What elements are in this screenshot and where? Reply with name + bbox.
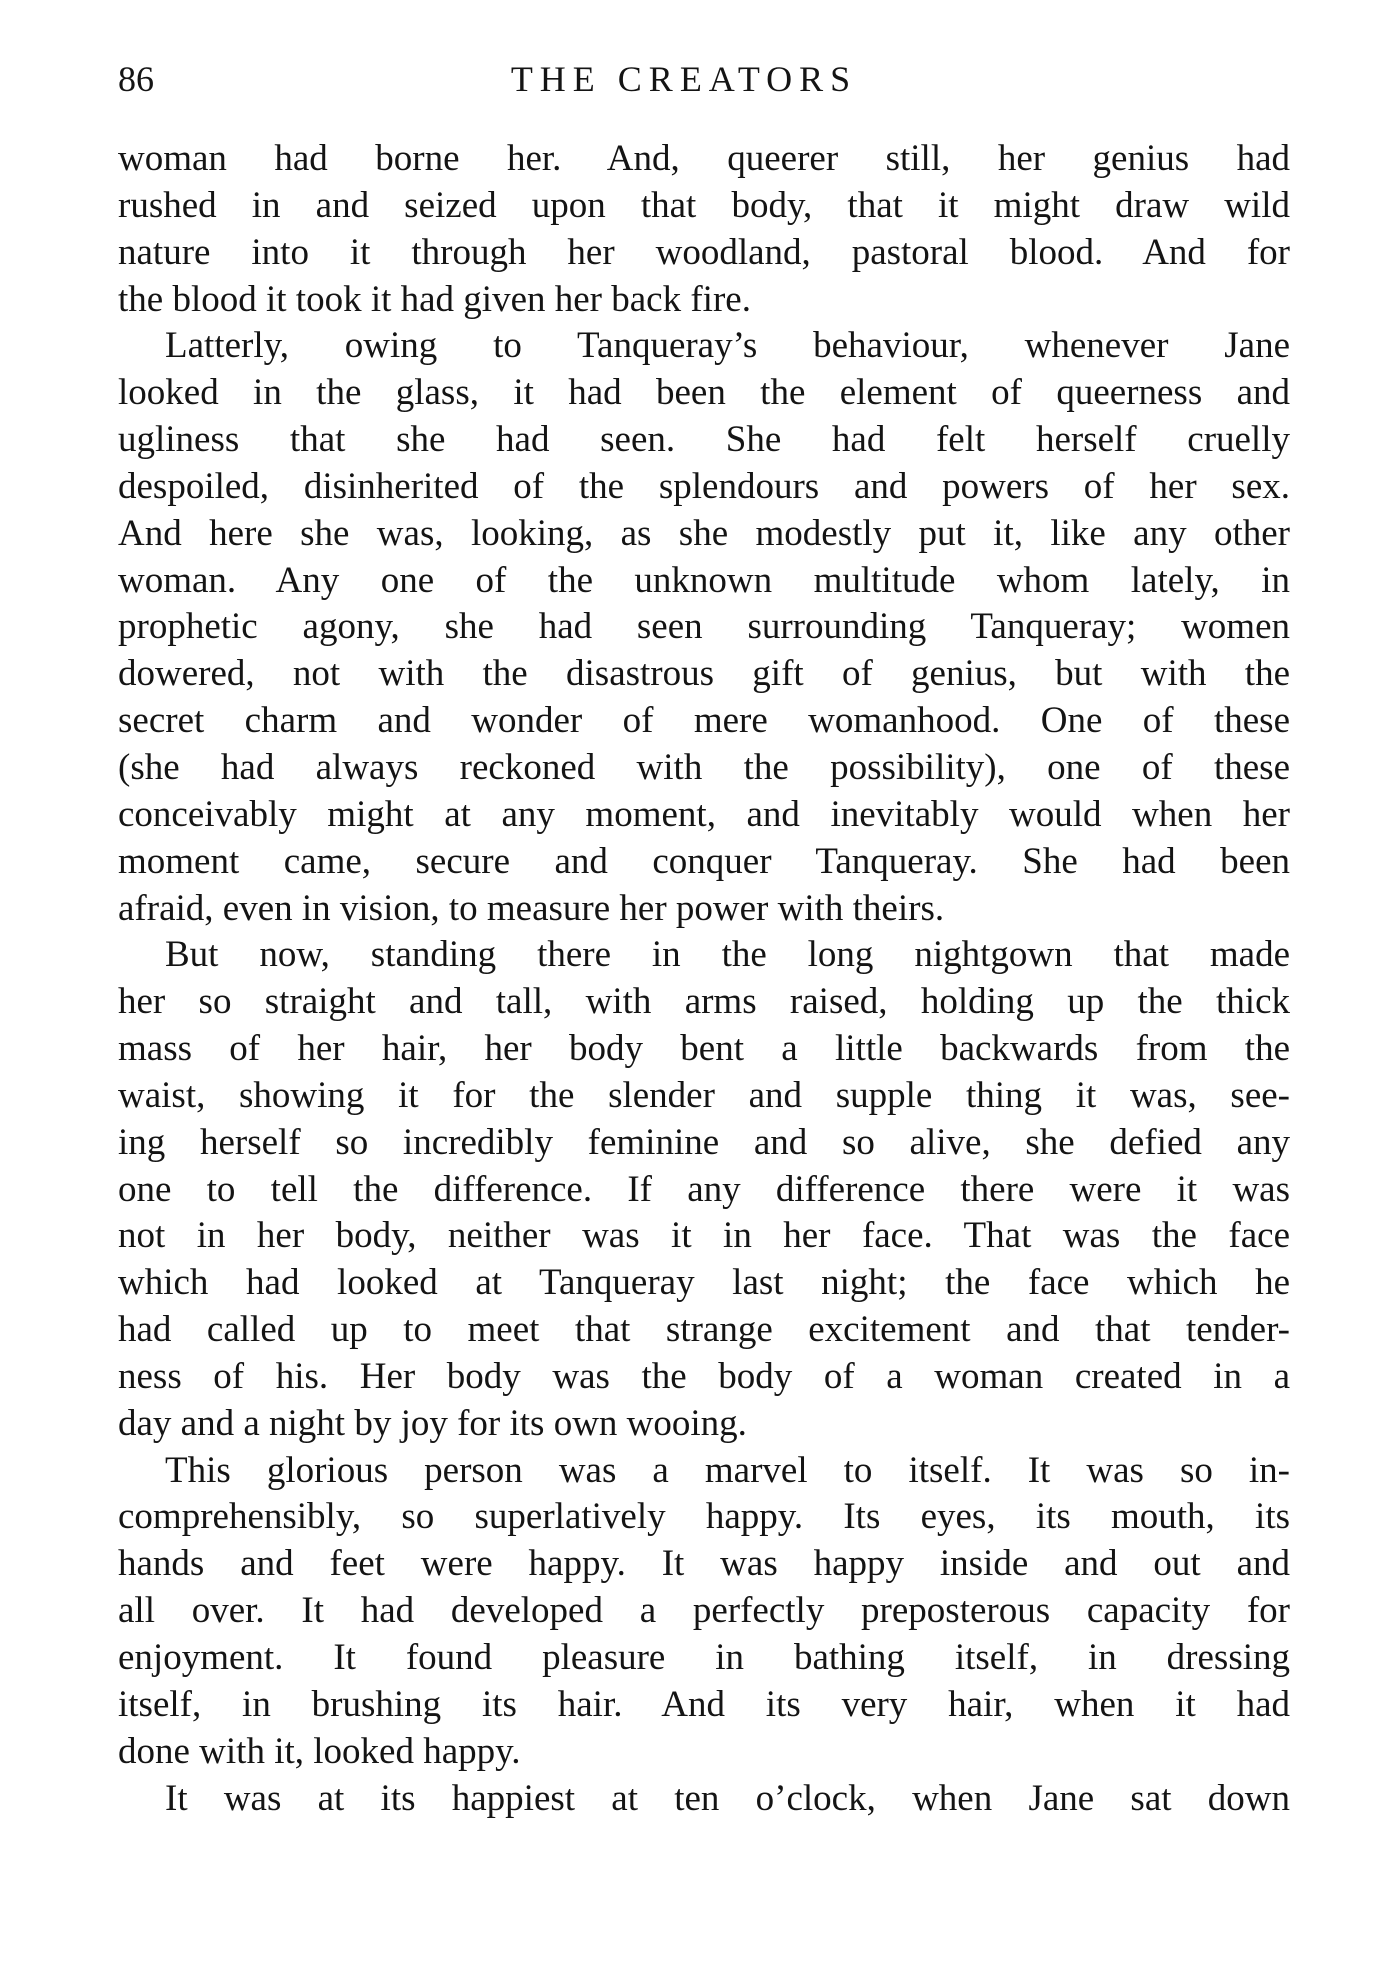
text-line: dowered, not with the disastrous gift of genius, but with the — [118, 653, 1290, 695]
text-line: woman. Any one of the unknown multitude whom lately, in — [118, 559, 1290, 601]
text-line: day and a night by joy for its own wooing. — [118, 1402, 747, 1444]
text-line: waist, showing it for the slender and supple thing it was, see- — [118, 1074, 1290, 1116]
text-line: moment came, secure and conquer Tanqueray. She had been — [118, 840, 1290, 882]
text-line: rushed in and seized upon that body, that it might draw wild — [118, 184, 1290, 226]
text-line: ing herself so incredibly feminine and so alive, she defied any — [118, 1121, 1290, 1163]
text-line: not in her body, neither was it in her face. That was the face — [118, 1215, 1290, 1257]
text-line: secret charm and wonder of mere womanhood. One of these — [118, 700, 1290, 742]
text-line: one to tell the difference. If any difference there were it was — [118, 1168, 1290, 1210]
text-line: nature into it through her woodland, pastoral blood. And for — [118, 231, 1290, 273]
running-title: THE CREATORS — [510, 59, 858, 99]
text-line: which had looked at Tanqueray last night; the face which he — [118, 1262, 1290, 1304]
body-text — [118, 136, 1290, 1822]
text-line: ness of his. Her body was the body of a woman created in a — [118, 1355, 1290, 1397]
text-line: It was at its happiest at ten o’clock, when Jane sat down — [165, 1777, 1290, 1819]
text-line: comprehensibly, so superlatively happy. Its eyes, its mouth, its — [118, 1496, 1290, 1538]
text-line: itself, in brushing its hair. And its very hair, when it had — [118, 1683, 1290, 1725]
text-line: (she had always reckoned with the possibility), one of these — [118, 746, 1290, 788]
text-line: despoiled, disinherited of the splendours and powers of her sex. — [118, 465, 1290, 507]
text-line: woman had borne her. And, queerer still, her genius had — [118, 138, 1290, 179]
text-line: looked in the glass, it had been the element of queerness and — [118, 372, 1290, 414]
text-line: And here she was, looking, as she modestly put it, like any other — [118, 512, 1290, 554]
text-line: all over. It had developed a perfectly preposterous capacity for — [118, 1590, 1290, 1632]
text-line: afraid, even in vision, to measure her power with theirs. — [118, 887, 945, 929]
text-line: the blood it took it had given her back fire. — [118, 278, 751, 320]
text-line: conceivably might at any moment, and inevitably would when her — [118, 793, 1290, 835]
text-line: mass of her hair, her body bent a little backwards from the — [118, 1028, 1290, 1070]
page-number: 86 — [118, 59, 154, 99]
text-line: Latterly, owing to Tanqueray’s behaviour, whenever Jane — [165, 325, 1290, 367]
text-line: prophetic agony, she had seen surrounding Tanqueray; women — [118, 606, 1290, 648]
text-line: her so straight and tall, with arms raised, holding up the thick — [118, 981, 1290, 1023]
text-line: This glorious person was a marvel to itself. It was so in- — [165, 1449, 1290, 1491]
running-header — [118, 54, 1290, 104]
text-line: But now, standing there in the long nightgown that made — [165, 934, 1290, 976]
text-line: enjoyment. It found pleasure in bathing itself, in dressing — [118, 1637, 1290, 1678]
text-line: hands and feet were happy. It was happy inside and out and — [118, 1543, 1290, 1585]
text-line: done with it, looked happy. — [118, 1730, 521, 1772]
text-line: had called up to meet that strange excitement and that tender- — [118, 1309, 1290, 1351]
text-line: ugliness that she had seen. She had felt herself cruelly — [118, 419, 1290, 461]
